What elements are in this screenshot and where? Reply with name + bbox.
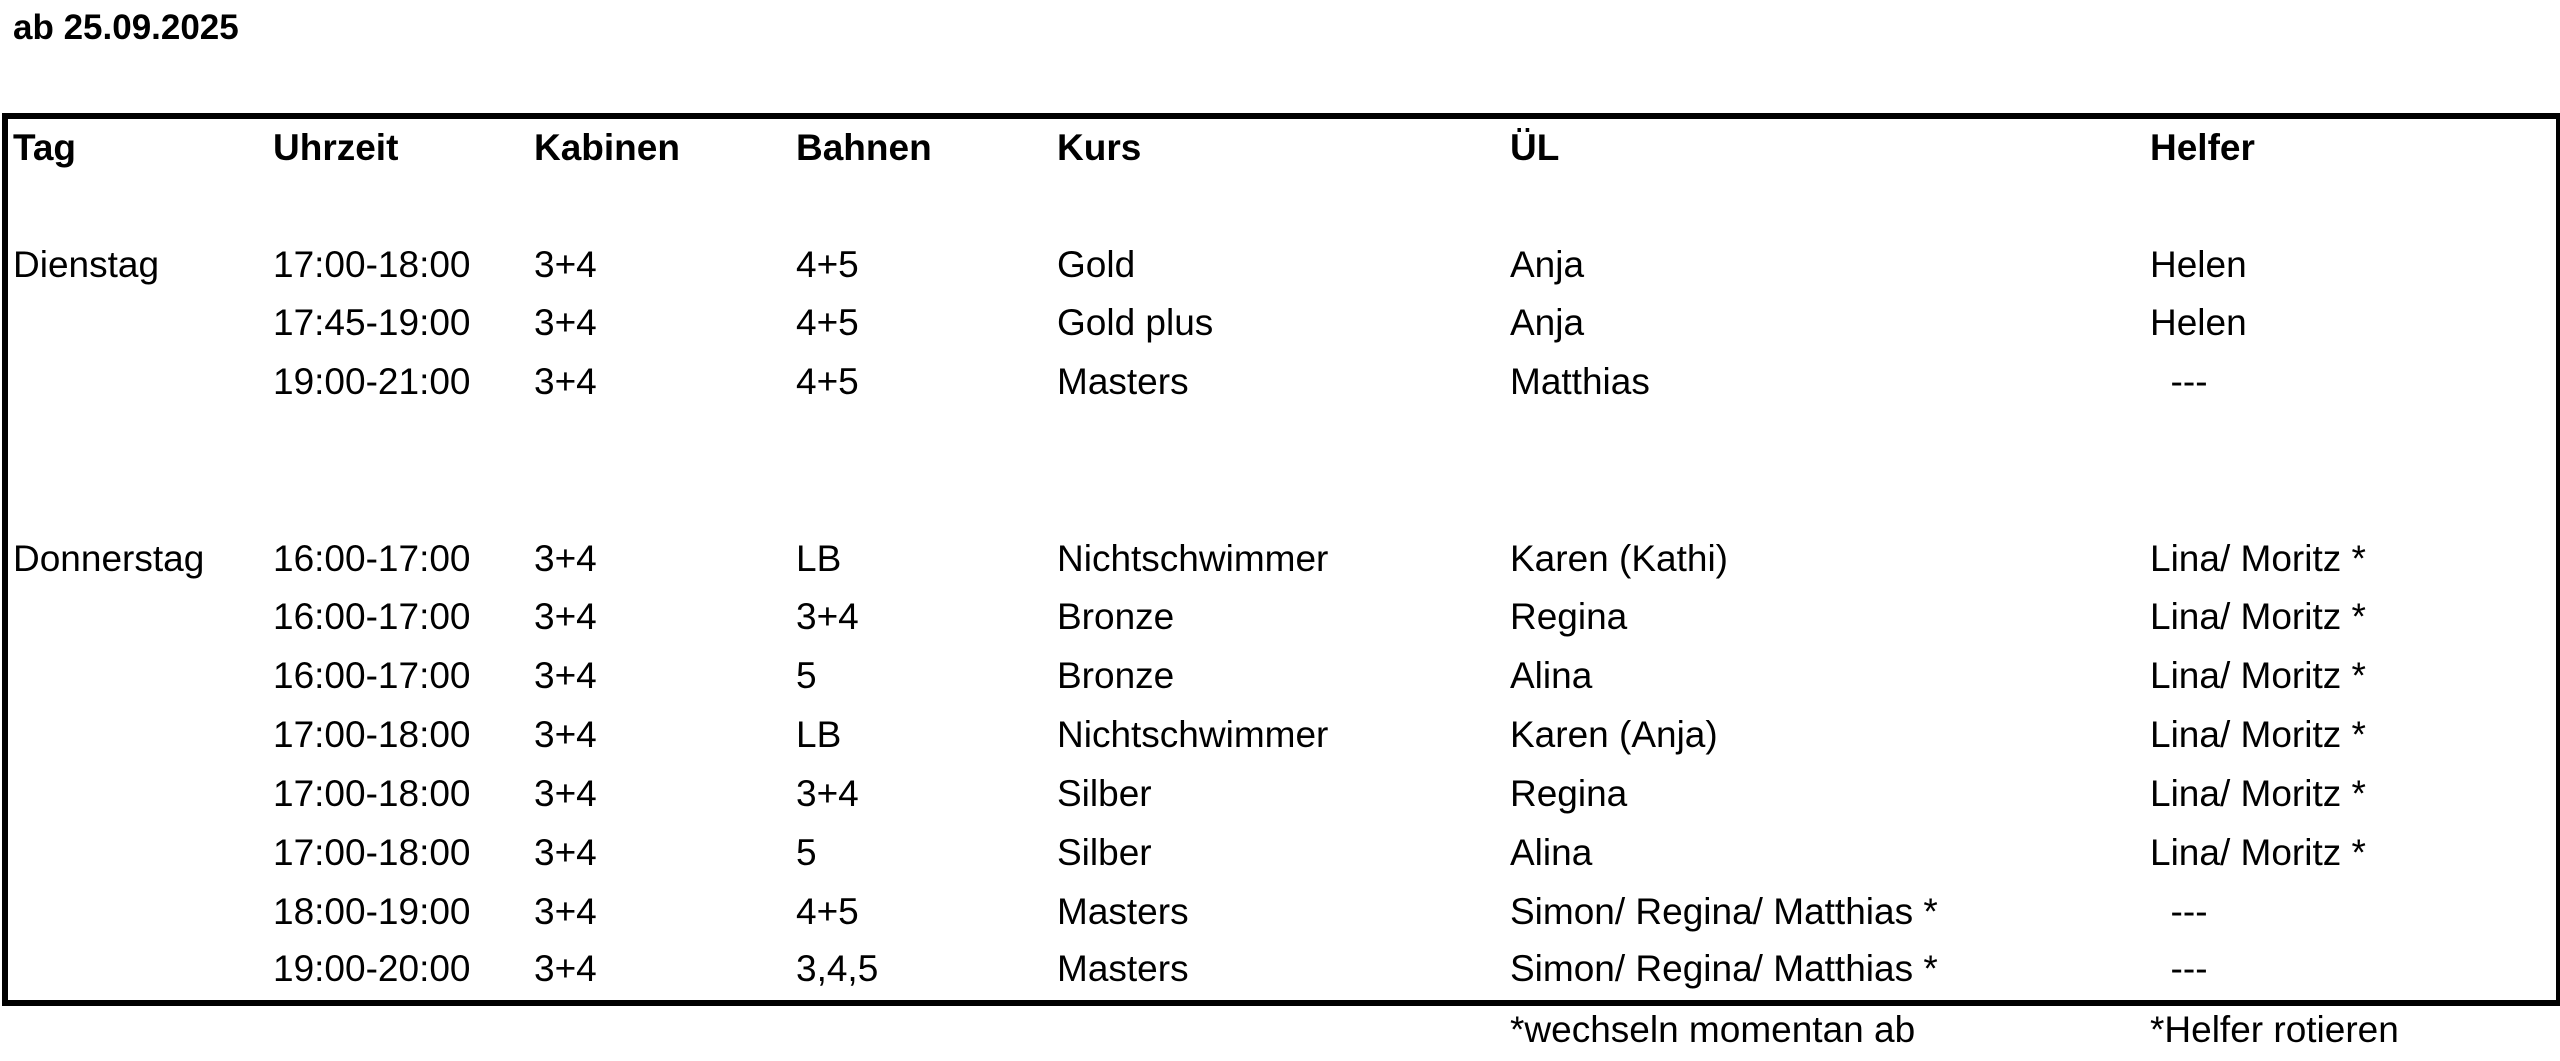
header-uhrzeit: Uhrzeit [273,127,399,168]
cell-kabinen: 3+4 [534,302,597,343]
cell-helfer: --- [2150,361,2208,402]
cell-ul: Regina [1510,596,1628,637]
cell-ul: Matthias [1510,361,1650,402]
cell-bahnen: 5 [796,832,817,873]
cell-uhrzeit: 17:00-18:00 [273,714,471,755]
footnote-helfer: *Helfer rotieren [2150,1009,2399,1050]
header-kurs: Kurs [1057,127,1142,168]
cell-kabinen: 3+4 [534,596,597,637]
cell-helfer: Helen [2150,244,2247,285]
cell-bahnen: LB [796,538,842,579]
cell-uhrzeit: 16:00-17:00 [273,538,471,579]
cell-kabinen: 3+4 [534,891,597,932]
cell-kabinen: 3+4 [534,361,597,402]
cell-bahnen: 3+4 [796,596,859,637]
cell-kurs: Gold [1057,244,1136,285]
cell-helfer: Lina/ Moritz * [2150,832,2366,873]
cell-uhrzeit: 19:00-21:00 [273,361,471,402]
cell-ul: Anja [1510,244,1585,285]
schedule-subtitle: ab 25.09.2025 [13,8,239,47]
cell-ul: Karen (Kathi) [1510,538,1728,579]
cell-helfer: --- [2150,948,2208,989]
cell-kabinen: 3+4 [534,538,597,579]
cell-bahnen: 4+5 [796,361,859,402]
cell-helfer: --- [2150,891,2208,932]
cell-uhrzeit: 17:00-18:00 [273,773,471,814]
cell-helfer: Lina/ Moritz * [2150,773,2366,814]
cell-kurs: Silber [1057,832,1152,873]
cell-kurs: Masters [1057,361,1189,402]
cell-uhrzeit: 18:00-19:00 [273,891,471,932]
cell-bahnen: 4+5 [796,302,859,343]
cell-bahnen: 5 [796,655,817,696]
cell-ul: Karen (Anja) [1510,714,1718,755]
header-tag: Tag [13,127,77,168]
cell-uhrzeit: 16:00-17:00 [273,655,471,696]
cell-bahnen: LB [796,714,842,755]
cell-kabinen: 3+4 [534,714,597,755]
cell-kurs: Nichtschwimmer [1057,714,1329,755]
cell-helfer: Lina/ Moritz * [2150,596,2366,637]
cell-bahnen: 4+5 [796,891,859,932]
cell-helfer: Helen [2150,302,2247,343]
cell-ul: Alina [1510,832,1593,873]
cell-kurs: Silber [1057,773,1152,814]
cell-kurs: Masters [1057,891,1189,932]
cell-helfer: Lina/ Moritz * [2150,714,2366,755]
cell-uhrzeit: 19:00-20:00 [273,948,471,989]
cell-kabinen: 3+4 [534,773,597,814]
cell-kurs: Bronze [1057,596,1175,637]
cell-bahnen: 3+4 [796,773,859,814]
cell-uhrzeit: 17:00-18:00 [273,832,471,873]
cell-uhrzeit: 16:00-17:00 [273,596,471,637]
header-kabinen: Kabinen [534,127,680,168]
cell-helfer: Lina/ Moritz * [2150,538,2366,579]
cell-kurs: Nichtschwimmer [1057,538,1329,579]
cell-bahnen: 4+5 [796,244,859,285]
cell-ul: Anja [1510,302,1585,343]
cell-ul: Alina [1510,655,1593,696]
header-ul: ÜL [1510,127,1560,168]
cell-kabinen: 3+4 [534,948,597,989]
cell-ul: Simon/ Regina/ Matthias * [1510,948,1938,989]
cell-tag: Donnerstag [13,538,205,579]
cell-helfer: Lina/ Moritz * [2150,655,2366,696]
cell-kabinen: 3+4 [534,832,597,873]
cell-ul: Simon/ Regina/ Matthias * [1510,891,1938,932]
header-helfer: Helfer [2150,127,2255,168]
cell-tag: Dienstag [13,244,160,285]
cell-uhrzeit: 17:00-18:00 [273,244,471,285]
cell-uhrzeit: 17:45-19:00 [273,302,471,343]
footnote-ul: *wechseln momentan ab [1510,1009,1916,1050]
cell-kabinen: 3+4 [534,655,597,696]
cell-kabinen: 3+4 [534,244,597,285]
cell-bahnen: 3,4,5 [796,948,879,989]
header-bahnen: Bahnen [796,127,932,168]
cell-ul: Regina [1510,773,1628,814]
cell-kurs: Bronze [1057,655,1175,696]
cell-kurs: Gold plus [1057,302,1214,343]
cell-kurs: Masters [1057,948,1189,989]
